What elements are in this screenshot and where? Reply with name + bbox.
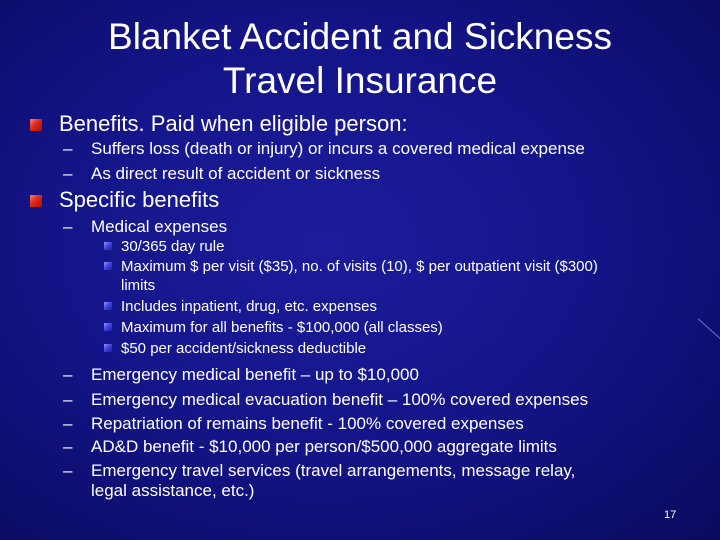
medical-item: 30/365 day rule bbox=[121, 238, 225, 255]
blue-square-bullet-icon bbox=[104, 344, 112, 352]
list-item: Suffers loss (death or injury) or incurs a covered medical expense bbox=[91, 139, 585, 158]
blue-square-bullet-icon bbox=[104, 302, 112, 310]
red-square-bullet-icon bbox=[30, 119, 42, 131]
title-line: Travel Insurance bbox=[222, 60, 498, 101]
medical-item-continuation: limits bbox=[121, 277, 156, 294]
list-item-continuation: legal assistance, etc.) bbox=[91, 481, 255, 500]
section-heading: Benefits. Paid when eligible person: bbox=[59, 111, 408, 136]
slide-title bbox=[40, 15, 680, 103]
dash-bullet: – bbox=[63, 390, 73, 409]
medical-item: Maximum $ per visit ($35), no. of visits (10), $ per outpatient visit ($300) bbox=[121, 258, 598, 275]
list-item: Repatriation of remains benefit - 100% covered expenses bbox=[91, 414, 524, 433]
title-line: Blanket Accident and Sickness bbox=[108, 16, 612, 57]
dash-bullet: – bbox=[63, 217, 73, 236]
dash-bullet: – bbox=[63, 365, 73, 384]
list-item: Emergency travel services (travel arrangements, message relay, bbox=[91, 461, 576, 480]
decorative-streak bbox=[698, 318, 720, 342]
dash-bullet: – bbox=[63, 139, 73, 158]
red-square-bullet-icon bbox=[30, 195, 42, 207]
list-item: As direct result of accident or sickness bbox=[91, 164, 381, 183]
dash-bullet: – bbox=[63, 461, 73, 480]
medical-item: Includes inpatient, drug, etc. expenses bbox=[121, 298, 377, 315]
blue-square-bullet-icon bbox=[104, 262, 112, 270]
blue-square-bullet-icon bbox=[104, 323, 112, 331]
list-item: Emergency medical evacuation benefit – 100% covered expenses bbox=[91, 390, 589, 409]
dash-bullet: – bbox=[63, 437, 73, 456]
dash-bullet: – bbox=[63, 164, 73, 183]
subheading: Medical expenses bbox=[91, 217, 228, 236]
medical-item: $50 per accident/sickness deductible bbox=[121, 340, 367, 357]
medical-item: Maximum for all benefits - $100,000 (all classes) bbox=[121, 319, 443, 336]
section-heading: Specific benefits bbox=[59, 187, 220, 212]
dash-bullet: – bbox=[63, 414, 73, 433]
blue-square-bullet-icon bbox=[104, 242, 112, 250]
list-item: AD&D benefit - $10,000 per person/$500,000 aggregate limits bbox=[91, 437, 557, 456]
page-number: 17 bbox=[664, 509, 677, 521]
list-item: Emergency medical benefit – up to $10,000 bbox=[91, 365, 419, 384]
